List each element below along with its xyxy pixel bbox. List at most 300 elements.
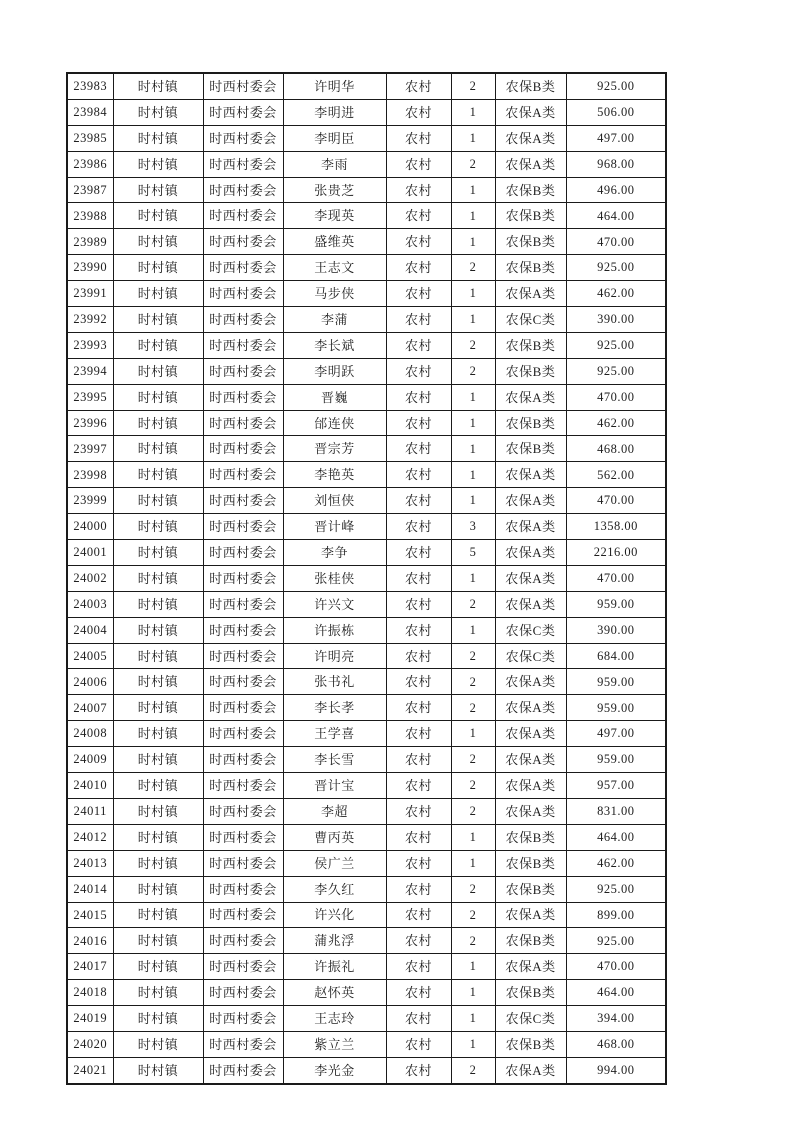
cell-village-committee: 时西村委会 <box>203 643 283 669</box>
cell-insurance-type: 农保A类 <box>495 151 566 177</box>
cell-residence-type: 农村 <box>386 410 451 436</box>
cell-person-name: 李长斌 <box>283 332 386 358</box>
cell-person-name: 李明进 <box>283 99 386 125</box>
cell-residence-type: 农村 <box>386 669 451 695</box>
cell-town: 时村镇 <box>113 980 203 1006</box>
cell-amount: 470.00 <box>566 565 666 591</box>
cell-person-name: 晋巍 <box>283 384 386 410</box>
cell-town: 时村镇 <box>113 203 203 229</box>
cell-residence-type: 农村 <box>386 773 451 799</box>
cell-town: 时村镇 <box>113 177 203 203</box>
cell-residence-type: 农村 <box>386 954 451 980</box>
cell-person-count: 1 <box>451 281 495 307</box>
cell-town: 时村镇 <box>113 747 203 773</box>
cell-insurance-type: 农保A类 <box>495 954 566 980</box>
cell-insurance-type: 农保A类 <box>495 1057 566 1083</box>
cell-town: 时村镇 <box>113 384 203 410</box>
cell-residence-type: 农村 <box>386 1057 451 1083</box>
table-row <box>67 255 666 281</box>
table-row <box>67 928 666 954</box>
cell-village-committee: 时西村委会 <box>203 565 283 591</box>
cell-person-name: 张桂侠 <box>283 565 386 591</box>
cell-person-count: 1 <box>451 1006 495 1032</box>
cell-village-committee: 时西村委会 <box>203 876 283 902</box>
cell-insurance-type: 农保A类 <box>495 384 566 410</box>
cell-residence-type: 农村 <box>386 798 451 824</box>
cell-person-count: 2 <box>451 669 495 695</box>
cell-amount: 959.00 <box>566 747 666 773</box>
cell-person-count: 2 <box>451 695 495 721</box>
cell-residence-type: 农村 <box>386 462 451 488</box>
cell-person-name: 紫立兰 <box>283 1031 386 1057</box>
cell-amount: 684.00 <box>566 643 666 669</box>
cell-amount: 925.00 <box>566 255 666 281</box>
cell-person-name: 许兴文 <box>283 591 386 617</box>
cell-person-name: 李争 <box>283 540 386 566</box>
cell-person-name: 赵怀英 <box>283 980 386 1006</box>
cell-village-committee: 时西村委会 <box>203 488 283 514</box>
cell-person-name: 李蒲 <box>283 307 386 333</box>
cell-town: 时村镇 <box>113 876 203 902</box>
cell-person-name: 邰连侠 <box>283 410 386 436</box>
cell-residence-type: 农村 <box>386 125 451 151</box>
cell-town: 时村镇 <box>113 255 203 281</box>
table-row <box>67 358 666 384</box>
cell-village-committee: 时西村委会 <box>203 1031 283 1057</box>
table-row <box>67 565 666 591</box>
cell-person-count: 1 <box>451 307 495 333</box>
cell-person-count: 1 <box>451 565 495 591</box>
cell-insurance-type: 农保B类 <box>495 436 566 462</box>
cell-person-name: 李明跃 <box>283 358 386 384</box>
cell-insurance-type: 农保B类 <box>495 1031 566 1057</box>
cell-record-id: 24005 <box>67 643 113 669</box>
cell-amount: 464.00 <box>566 203 666 229</box>
cell-amount: 899.00 <box>566 902 666 928</box>
cell-record-id: 24021 <box>67 1057 113 1083</box>
cell-amount: 968.00 <box>566 151 666 177</box>
cell-person-count: 2 <box>451 1057 495 1083</box>
cell-residence-type: 农村 <box>386 928 451 954</box>
cell-person-name: 许兴化 <box>283 902 386 928</box>
cell-record-id: 24017 <box>67 954 113 980</box>
table-row <box>67 488 666 514</box>
table-row <box>67 229 666 255</box>
cell-amount: 506.00 <box>566 99 666 125</box>
cell-record-id: 23993 <box>67 332 113 358</box>
cell-person-count: 1 <box>451 617 495 643</box>
cell-amount: 497.00 <box>566 721 666 747</box>
cell-record-id: 24015 <box>67 902 113 928</box>
cell-person-count: 2 <box>451 798 495 824</box>
cell-record-id: 24009 <box>67 747 113 773</box>
table-row <box>67 1031 666 1057</box>
cell-residence-type: 农村 <box>386 721 451 747</box>
cell-person-name: 马步侠 <box>283 281 386 307</box>
cell-insurance-type: 农保A类 <box>495 902 566 928</box>
cell-village-committee: 时西村委会 <box>203 902 283 928</box>
cell-insurance-type: 农保C类 <box>495 307 566 333</box>
cell-person-name: 王志文 <box>283 255 386 281</box>
cell-insurance-type: 农保A类 <box>495 565 566 591</box>
cell-amount: 464.00 <box>566 980 666 1006</box>
cell-amount: 462.00 <box>566 850 666 876</box>
cell-insurance-type: 农保B类 <box>495 358 566 384</box>
cell-town: 时村镇 <box>113 125 203 151</box>
cell-insurance-type: 农保B类 <box>495 928 566 954</box>
cell-insurance-type: 农保B类 <box>495 229 566 255</box>
cell-person-count: 2 <box>451 358 495 384</box>
cell-town: 时村镇 <box>113 307 203 333</box>
cell-village-committee: 时西村委会 <box>203 410 283 436</box>
cell-residence-type: 农村 <box>386 1031 451 1057</box>
cell-record-id: 23984 <box>67 99 113 125</box>
cell-record-id: 24010 <box>67 773 113 799</box>
cell-insurance-type: 农保B类 <box>495 73 566 99</box>
cell-person-count: 1 <box>451 488 495 514</box>
cell-record-id: 23991 <box>67 281 113 307</box>
cell-village-committee: 时西村委会 <box>203 255 283 281</box>
cell-record-id: 23997 <box>67 436 113 462</box>
cell-village-committee: 时西村委会 <box>203 669 283 695</box>
cell-village-committee: 时西村委会 <box>203 203 283 229</box>
cell-insurance-type: 农保B类 <box>495 980 566 1006</box>
cell-person-count: 1 <box>451 980 495 1006</box>
cell-amount: 470.00 <box>566 384 666 410</box>
cell-person-count: 5 <box>451 540 495 566</box>
table-row <box>67 436 666 462</box>
cell-village-committee: 时西村委会 <box>203 798 283 824</box>
cell-amount: 394.00 <box>566 1006 666 1032</box>
cell-amount: 470.00 <box>566 954 666 980</box>
table-row <box>67 773 666 799</box>
cell-village-committee: 时西村委会 <box>203 151 283 177</box>
cell-amount: 925.00 <box>566 876 666 902</box>
cell-record-id: 24007 <box>67 695 113 721</box>
cell-record-id: 24014 <box>67 876 113 902</box>
cell-record-id: 24019 <box>67 1006 113 1032</box>
table-body <box>67 73 666 1084</box>
cell-village-committee: 时西村委会 <box>203 980 283 1006</box>
cell-village-committee: 时西村委会 <box>203 462 283 488</box>
cell-insurance-type: 农保A类 <box>495 462 566 488</box>
table-row <box>67 514 666 540</box>
cell-village-committee: 时西村委会 <box>203 540 283 566</box>
table-row <box>67 384 666 410</box>
cell-record-id: 23996 <box>67 410 113 436</box>
cell-village-committee: 时西村委会 <box>203 332 283 358</box>
cell-amount: 925.00 <box>566 358 666 384</box>
cell-person-count: 2 <box>451 73 495 99</box>
cell-person-name: 许明亮 <box>283 643 386 669</box>
cell-town: 时村镇 <box>113 410 203 436</box>
cell-town: 时村镇 <box>113 332 203 358</box>
cell-amount: 390.00 <box>566 307 666 333</box>
cell-person-name: 李现英 <box>283 203 386 229</box>
cell-insurance-type: 农保B类 <box>495 332 566 358</box>
table-row <box>67 591 666 617</box>
cell-person-count: 2 <box>451 902 495 928</box>
table-row <box>67 695 666 721</box>
table-row <box>67 850 666 876</box>
cell-village-committee: 时西村委会 <box>203 1006 283 1032</box>
cell-town: 时村镇 <box>113 798 203 824</box>
cell-residence-type: 农村 <box>386 255 451 281</box>
cell-amount: 1358.00 <box>566 514 666 540</box>
cell-amount: 925.00 <box>566 73 666 99</box>
cell-village-committee: 时西村委会 <box>203 177 283 203</box>
cell-town: 时村镇 <box>113 462 203 488</box>
cell-person-name: 李光金 <box>283 1057 386 1083</box>
table-row <box>67 151 666 177</box>
cell-amount: 462.00 <box>566 410 666 436</box>
cell-village-committee: 时西村委会 <box>203 358 283 384</box>
cell-town: 时村镇 <box>113 358 203 384</box>
cell-residence-type: 农村 <box>386 643 451 669</box>
table-row <box>67 410 666 436</box>
cell-person-name: 许振栋 <box>283 617 386 643</box>
cell-town: 时村镇 <box>113 695 203 721</box>
cell-person-count: 2 <box>451 773 495 799</box>
cell-insurance-type: 农保C类 <box>495 643 566 669</box>
table-row <box>67 747 666 773</box>
cell-person-name: 王志玲 <box>283 1006 386 1032</box>
cell-insurance-type: 农保B类 <box>495 203 566 229</box>
cell-person-name: 侯广兰 <box>283 850 386 876</box>
cell-amount: 470.00 <box>566 229 666 255</box>
cell-village-committee: 时西村委会 <box>203 125 283 151</box>
cell-village-committee: 时西村委会 <box>203 954 283 980</box>
table-row <box>67 1006 666 1032</box>
cell-village-committee: 时西村委会 <box>203 307 283 333</box>
cell-insurance-type: 农保A类 <box>495 695 566 721</box>
cell-person-name: 晋计宝 <box>283 773 386 799</box>
cell-person-count: 1 <box>451 384 495 410</box>
cell-village-committee: 时西村委会 <box>203 229 283 255</box>
cell-record-id: 23992 <box>67 307 113 333</box>
cell-amount: 925.00 <box>566 332 666 358</box>
cell-town: 时村镇 <box>113 229 203 255</box>
cell-insurance-type: 农保A类 <box>495 488 566 514</box>
cell-record-id: 23986 <box>67 151 113 177</box>
table-row <box>67 876 666 902</box>
cell-residence-type: 农村 <box>386 488 451 514</box>
cell-town: 时村镇 <box>113 721 203 747</box>
cell-insurance-type: 农保B类 <box>495 850 566 876</box>
cell-record-id: 24011 <box>67 798 113 824</box>
cell-village-committee: 时西村委会 <box>203 384 283 410</box>
cell-person-count: 2 <box>451 591 495 617</box>
cell-person-name: 张书礼 <box>283 669 386 695</box>
cell-residence-type: 农村 <box>386 695 451 721</box>
cell-town: 时村镇 <box>113 954 203 980</box>
cell-person-name: 晋计峰 <box>283 514 386 540</box>
cell-insurance-type: 农保B类 <box>495 255 566 281</box>
cell-village-committee: 时西村委会 <box>203 436 283 462</box>
cell-insurance-type: 农保A类 <box>495 773 566 799</box>
cell-residence-type: 农村 <box>386 151 451 177</box>
table-row <box>67 462 666 488</box>
cell-record-id: 23990 <box>67 255 113 281</box>
cell-amount: 462.00 <box>566 281 666 307</box>
cell-amount: 562.00 <box>566 462 666 488</box>
cell-person-count: 2 <box>451 876 495 902</box>
cell-person-count: 2 <box>451 332 495 358</box>
cell-amount: 994.00 <box>566 1057 666 1083</box>
cell-amount: 496.00 <box>566 177 666 203</box>
cell-residence-type: 农村 <box>386 540 451 566</box>
cell-person-name: 李明臣 <box>283 125 386 151</box>
cell-residence-type: 农村 <box>386 99 451 125</box>
cell-insurance-type: 农保A类 <box>495 747 566 773</box>
cell-residence-type: 农村 <box>386 617 451 643</box>
table-row <box>67 540 666 566</box>
cell-amount: 468.00 <box>566 436 666 462</box>
cell-village-committee: 时西村委会 <box>203 73 283 99</box>
cell-village-committee: 时西村委会 <box>203 747 283 773</box>
cell-residence-type: 农村 <box>386 307 451 333</box>
cell-record-id: 24006 <box>67 669 113 695</box>
cell-residence-type: 农村 <box>386 73 451 99</box>
cell-amount: 959.00 <box>566 669 666 695</box>
table-row <box>67 824 666 850</box>
cell-person-name: 许明华 <box>283 73 386 99</box>
cell-town: 时村镇 <box>113 643 203 669</box>
cell-person-name: 李艳英 <box>283 462 386 488</box>
cell-insurance-type: 农保A类 <box>495 99 566 125</box>
cell-insurance-type: 农保C类 <box>495 617 566 643</box>
cell-person-count: 2 <box>451 255 495 281</box>
cell-person-count: 1 <box>451 436 495 462</box>
cell-person-name: 蒲兆浮 <box>283 928 386 954</box>
cell-person-count: 1 <box>451 824 495 850</box>
cell-amount: 468.00 <box>566 1031 666 1057</box>
cell-record-id: 24000 <box>67 514 113 540</box>
table-row <box>67 99 666 125</box>
table-row <box>67 902 666 928</box>
cell-village-committee: 时西村委会 <box>203 281 283 307</box>
cell-person-count: 1 <box>451 1031 495 1057</box>
cell-town: 时村镇 <box>113 73 203 99</box>
cell-person-name: 李长雪 <box>283 747 386 773</box>
cell-town: 时村镇 <box>113 773 203 799</box>
cell-person-name: 李长孝 <box>283 695 386 721</box>
cell-town: 时村镇 <box>113 1006 203 1032</box>
cell-person-count: 1 <box>451 229 495 255</box>
cell-amount: 2216.00 <box>566 540 666 566</box>
cell-record-id: 24020 <box>67 1031 113 1057</box>
cell-residence-type: 农村 <box>386 229 451 255</box>
cell-residence-type: 农村 <box>386 514 451 540</box>
cell-town: 时村镇 <box>113 436 203 462</box>
cell-residence-type: 农村 <box>386 980 451 1006</box>
table-row <box>67 177 666 203</box>
cell-person-name: 李久红 <box>283 876 386 902</box>
cell-record-id: 23998 <box>67 462 113 488</box>
cell-record-id: 23989 <box>67 229 113 255</box>
table-row <box>67 954 666 980</box>
cell-residence-type: 农村 <box>386 747 451 773</box>
cell-insurance-type: 农保B类 <box>495 410 566 436</box>
table-row <box>67 643 666 669</box>
cell-town: 时村镇 <box>113 514 203 540</box>
cell-town: 时村镇 <box>113 540 203 566</box>
cell-record-id: 24001 <box>67 540 113 566</box>
cell-record-id: 24003 <box>67 591 113 617</box>
cell-person-count: 2 <box>451 747 495 773</box>
cell-village-committee: 时西村委会 <box>203 1057 283 1083</box>
cell-person-count: 1 <box>451 410 495 436</box>
cell-amount: 464.00 <box>566 824 666 850</box>
cell-person-count: 1 <box>451 125 495 151</box>
table-row <box>67 281 666 307</box>
cell-town: 时村镇 <box>113 902 203 928</box>
cell-record-id: 23995 <box>67 384 113 410</box>
cell-residence-type: 农村 <box>386 1006 451 1032</box>
cell-record-id: 23999 <box>67 488 113 514</box>
cell-village-committee: 时西村委会 <box>203 99 283 125</box>
cell-person-count: 1 <box>451 721 495 747</box>
cell-insurance-type: 农保A类 <box>495 669 566 695</box>
cell-record-id: 24004 <box>67 617 113 643</box>
cell-record-id: 24013 <box>67 850 113 876</box>
cell-village-committee: 时西村委会 <box>203 695 283 721</box>
cell-residence-type: 农村 <box>386 358 451 384</box>
cell-residence-type: 农村 <box>386 203 451 229</box>
cell-insurance-type: 农保A类 <box>495 591 566 617</box>
cell-record-id: 23994 <box>67 358 113 384</box>
cell-residence-type: 农村 <box>386 876 451 902</box>
cell-insurance-type: 农保A类 <box>495 514 566 540</box>
cell-person-count: 1 <box>451 99 495 125</box>
cell-record-id: 24002 <box>67 565 113 591</box>
cell-insurance-type: 农保A类 <box>495 540 566 566</box>
cell-residence-type: 农村 <box>386 436 451 462</box>
cell-amount: 957.00 <box>566 773 666 799</box>
cell-person-name: 李雨 <box>283 151 386 177</box>
cell-town: 时村镇 <box>113 565 203 591</box>
cell-insurance-type: 农保A类 <box>495 125 566 151</box>
cell-person-count: 1 <box>451 203 495 229</box>
table-row <box>67 332 666 358</box>
cell-amount: 390.00 <box>566 617 666 643</box>
cell-insurance-type: 农保A类 <box>495 281 566 307</box>
cell-person-count: 1 <box>451 954 495 980</box>
cell-insurance-type: 农保C类 <box>495 1006 566 1032</box>
cell-residence-type: 农村 <box>386 332 451 358</box>
cell-residence-type: 农村 <box>386 281 451 307</box>
cell-insurance-type: 农保B类 <box>495 824 566 850</box>
cell-person-count: 1 <box>451 850 495 876</box>
cell-residence-type: 农村 <box>386 591 451 617</box>
cell-person-name: 曹丙英 <box>283 824 386 850</box>
table-row <box>67 307 666 333</box>
cell-person-count: 1 <box>451 177 495 203</box>
cell-town: 时村镇 <box>113 669 203 695</box>
cell-village-committee: 时西村委会 <box>203 850 283 876</box>
cell-village-committee: 时西村委会 <box>203 773 283 799</box>
cell-residence-type: 农村 <box>386 824 451 850</box>
cell-amount: 497.00 <box>566 125 666 151</box>
cell-insurance-type: 农保B类 <box>495 177 566 203</box>
cell-person-count: 2 <box>451 151 495 177</box>
cell-record-id: 24016 <box>67 928 113 954</box>
cell-person-count: 1 <box>451 462 495 488</box>
cell-amount: 959.00 <box>566 695 666 721</box>
cell-person-name: 许振礼 <box>283 954 386 980</box>
cell-town: 时村镇 <box>113 99 203 125</box>
cell-amount: 959.00 <box>566 591 666 617</box>
